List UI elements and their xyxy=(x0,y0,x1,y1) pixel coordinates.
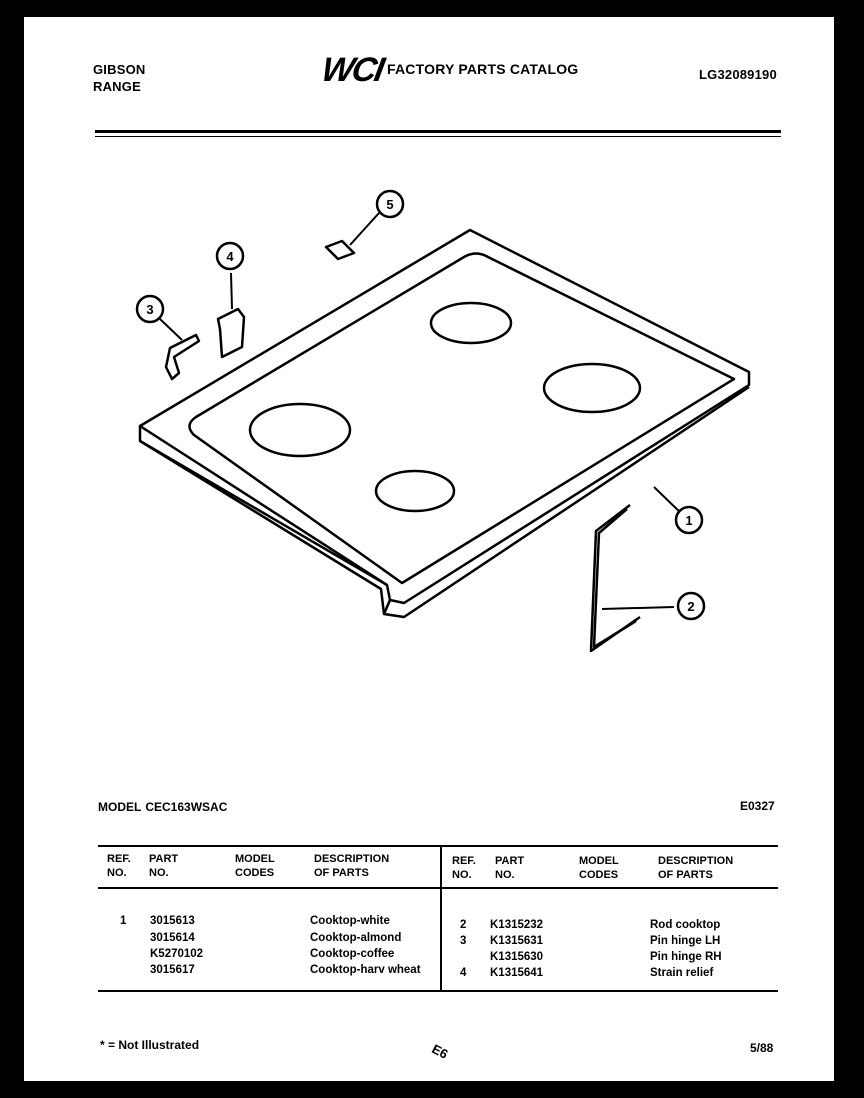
table-cell-desc: Cooktop-harv wheat xyxy=(310,964,421,976)
table-cell-ref: 1 xyxy=(120,915,127,927)
document-number: LG32089190 xyxy=(699,67,777,82)
table-cell-part: K1315631 xyxy=(490,935,544,947)
table-cell-part: 3015614 xyxy=(150,932,195,944)
brand-name: GIBSON xyxy=(93,62,146,77)
parts-catalog-page xyxy=(24,17,834,1081)
callout-5: 5 xyxy=(386,197,394,212)
header-part-no-left: PART NO. xyxy=(149,853,179,879)
table-cell-part: K5270102 xyxy=(150,948,204,960)
header-description-right: DESCRIPTION OF PARTS xyxy=(658,855,734,881)
table-cell-desc: Rod cooktop xyxy=(650,919,721,931)
header-model-codes-left: MODEL CODES xyxy=(235,853,275,879)
product-type: RANGE xyxy=(93,79,141,94)
wci-logo: WCI xyxy=(318,51,386,89)
header-part-no-right: PART NO. xyxy=(495,855,525,881)
callout-3: 3 xyxy=(146,302,154,317)
page-code: E6 xyxy=(429,1041,451,1062)
bracket-clip xyxy=(326,241,354,259)
cooktop-rod xyxy=(591,505,640,651)
pin-hinge xyxy=(166,335,199,379)
table-cell-ref: 4 xyxy=(460,967,467,979)
table-cell-desc: Cooktop-almond xyxy=(310,932,402,944)
header-ref-no-right: REF. NO. xyxy=(452,855,476,881)
exploded-parts-diagram xyxy=(24,17,834,777)
table-cell-desc: Cooktop-white xyxy=(310,915,390,927)
header-ref-no-left: REF. NO. xyxy=(107,853,131,879)
table-cell-ref: 2 xyxy=(460,919,467,931)
callout-2: 2 xyxy=(687,599,695,614)
table-cell-part: 3015617 xyxy=(150,964,195,976)
table-cell-part: K1315232 xyxy=(490,919,544,931)
model-number: CEC163WSAC xyxy=(145,800,228,814)
header-description-left: DESCRIPTION OF PARTS xyxy=(314,853,390,879)
catalog-date: 5/88 xyxy=(750,1041,774,1055)
table-cell-desc: Strain relief xyxy=(650,967,714,979)
table-cell-part: K1315641 xyxy=(490,967,544,979)
callout-1: 1 xyxy=(685,513,693,528)
table-cell-ref: 3 xyxy=(460,935,467,947)
table-divider xyxy=(440,846,442,990)
table-bottom-rule xyxy=(98,990,778,992)
not-illustrated-note: * = Not Illustrated xyxy=(100,1038,200,1052)
model-label: MODEL xyxy=(98,800,142,814)
table-cell-part: K1315630 xyxy=(490,951,544,963)
table-cell-desc: Cooktop-coffee xyxy=(310,948,395,960)
strain-relief xyxy=(218,309,244,357)
catalog-title: FACTORY PARTS CATALOG xyxy=(387,61,579,77)
header-model-codes-right: MODEL CODES xyxy=(579,855,619,881)
callout-4: 4 xyxy=(226,249,234,264)
section-code: E0327 xyxy=(740,799,775,813)
table-cell-desc: Pin hinge RH xyxy=(650,951,722,963)
table-cell-desc: Pin hinge LH xyxy=(650,935,721,947)
table-top-rule xyxy=(98,845,778,847)
table-cell-part: 3015613 xyxy=(150,915,195,927)
model-line xyxy=(98,800,231,814)
table-header-rule xyxy=(98,887,778,889)
